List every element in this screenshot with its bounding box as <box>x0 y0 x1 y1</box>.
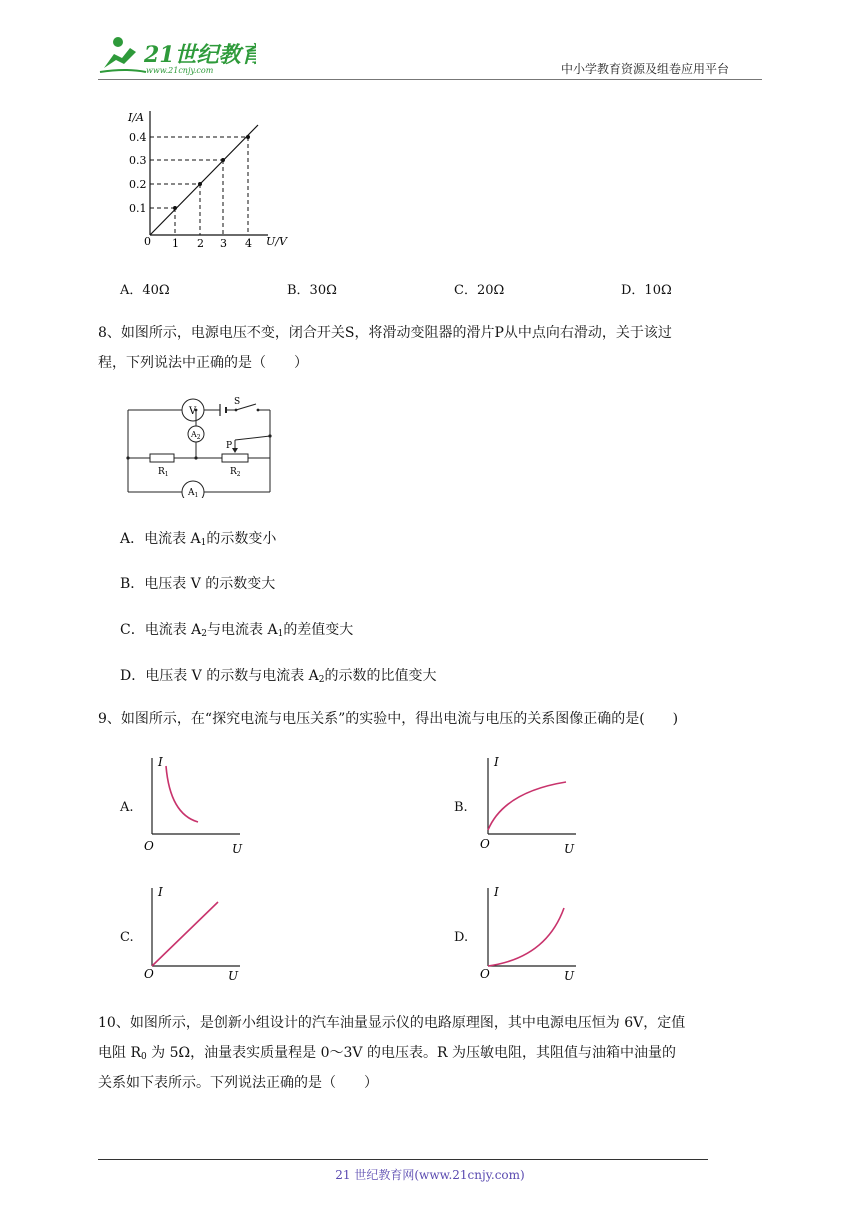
q7-ytick: 0.3 <box>129 154 147 167</box>
q8-stem-line1: 8、如图所示，电源电压不变，闭合开关S，将滑动变阻器的滑片P从中点向右滑动，关于该过 <box>98 325 672 341</box>
q7-ytick: 0.4 <box>129 131 147 144</box>
q7-option-a: A．40Ω <box>120 283 170 298</box>
q9-graph-a-label: A. <box>120 800 134 815</box>
q9-graph-c <box>140 882 250 982</box>
q8-p-label: P <box>226 441 233 451</box>
axis-u: U <box>564 842 575 856</box>
q7-xtick: 3 <box>220 237 227 250</box>
q10-line2: 电阻 $R_0$ 为 5Ω，油量表实质量程是 0～3V 的电压表。R 为压敏电阻，其阻值与油箱中油量的 <box>98 1045 676 1062</box>
q8-voltmeter-label: V <box>189 406 197 417</box>
axis-o: O <box>144 839 154 853</box>
q9-graph-d <box>476 882 586 982</box>
q8-a2-label: $A_2$ <box>191 430 201 441</box>
q8-choice-c: C．电流表 $A_2$与电流表 $A_1$的差值变大 <box>120 622 354 639</box>
axis-i: I <box>494 755 499 769</box>
axis-o: O <box>480 837 490 851</box>
q7-option-c: C．20Ω <box>454 283 505 298</box>
footer-divider <box>98 1159 708 1160</box>
runner-logo-icon <box>96 34 256 76</box>
logo-text: 21世纪教育 <box>144 42 256 68</box>
q9-graph-d-label: D. <box>454 930 469 945</box>
q10-line3: 关系如下表所示。下列说法正确的是（ ） <box>98 1075 378 1091</box>
axis-i: I <box>494 885 499 899</box>
axis-i: I <box>158 885 163 899</box>
q8-a1-label: $A_1$ <box>188 488 199 498</box>
axis-u: U <box>232 842 243 856</box>
q8-choice-b: B．电压表 V 的示数变大 <box>120 576 276 592</box>
q9-graph-a <box>140 752 250 857</box>
q7-xlabel: U/V <box>266 235 287 248</box>
q7-xtick: 2 <box>197 237 204 250</box>
q9-stem: 9、如图所示，在“探究电流与电压关系”的实验中，得出电流与电压的关系图像正确的是( ) <box>98 711 679 727</box>
axis-o: O <box>480 967 490 981</box>
q7-ytick: 0.2 <box>129 178 147 191</box>
q9-graph-c-label: C. <box>120 930 134 945</box>
axis-u: U <box>564 969 575 982</box>
q8-choice-d: D．电压表 V 的示数与电流表 $A_2$的示数的比值变大 <box>120 668 437 685</box>
q8-circuit-diagram <box>124 396 276 498</box>
q8-r1-label: $R_1$ <box>158 467 169 478</box>
q9-graph-b <box>476 752 586 857</box>
q7-iu-graph <box>118 105 308 250</box>
logo-url: www.21cnjy.com <box>146 66 214 75</box>
axis-o: O <box>144 967 154 981</box>
q7-option-d: D．10Ω <box>621 283 672 298</box>
q7-option-b: B．30Ω <box>287 283 337 298</box>
q7-xtick: 4 <box>245 237 252 250</box>
q7-xtick: 1 <box>172 237 179 250</box>
header-platform-text: 中小学教育资源及组卷应用平台 <box>561 62 730 76</box>
footer-text[interactable]: 21 世纪教育网(www.21cnjy.com) <box>335 1168 525 1182</box>
q7-ytick: 0.1 <box>129 202 147 215</box>
axis-u: U <box>228 969 239 982</box>
q7-origin: 0 <box>144 235 151 248</box>
q8-r2-label: $R_2$ <box>230 467 241 478</box>
q7-ylabel: I/A <box>128 111 144 124</box>
q8-switch-label: S <box>234 397 241 407</box>
axis-i: I <box>158 755 163 769</box>
header-logo <box>96 34 256 76</box>
q8-stem-line2: 程，下列说法中正确的是（ ） <box>98 355 308 371</box>
header-divider <box>98 79 762 80</box>
q10-line1: 10、如图所示，是创新小组设计的汽车油量显示仪的电路原理图，其中电源电压恒为 6V，定值 <box>98 1015 686 1031</box>
q9-graph-b-label: B. <box>454 800 468 815</box>
q8-choice-a: A．电流表 $A_1$的示数变小 <box>120 531 277 548</box>
